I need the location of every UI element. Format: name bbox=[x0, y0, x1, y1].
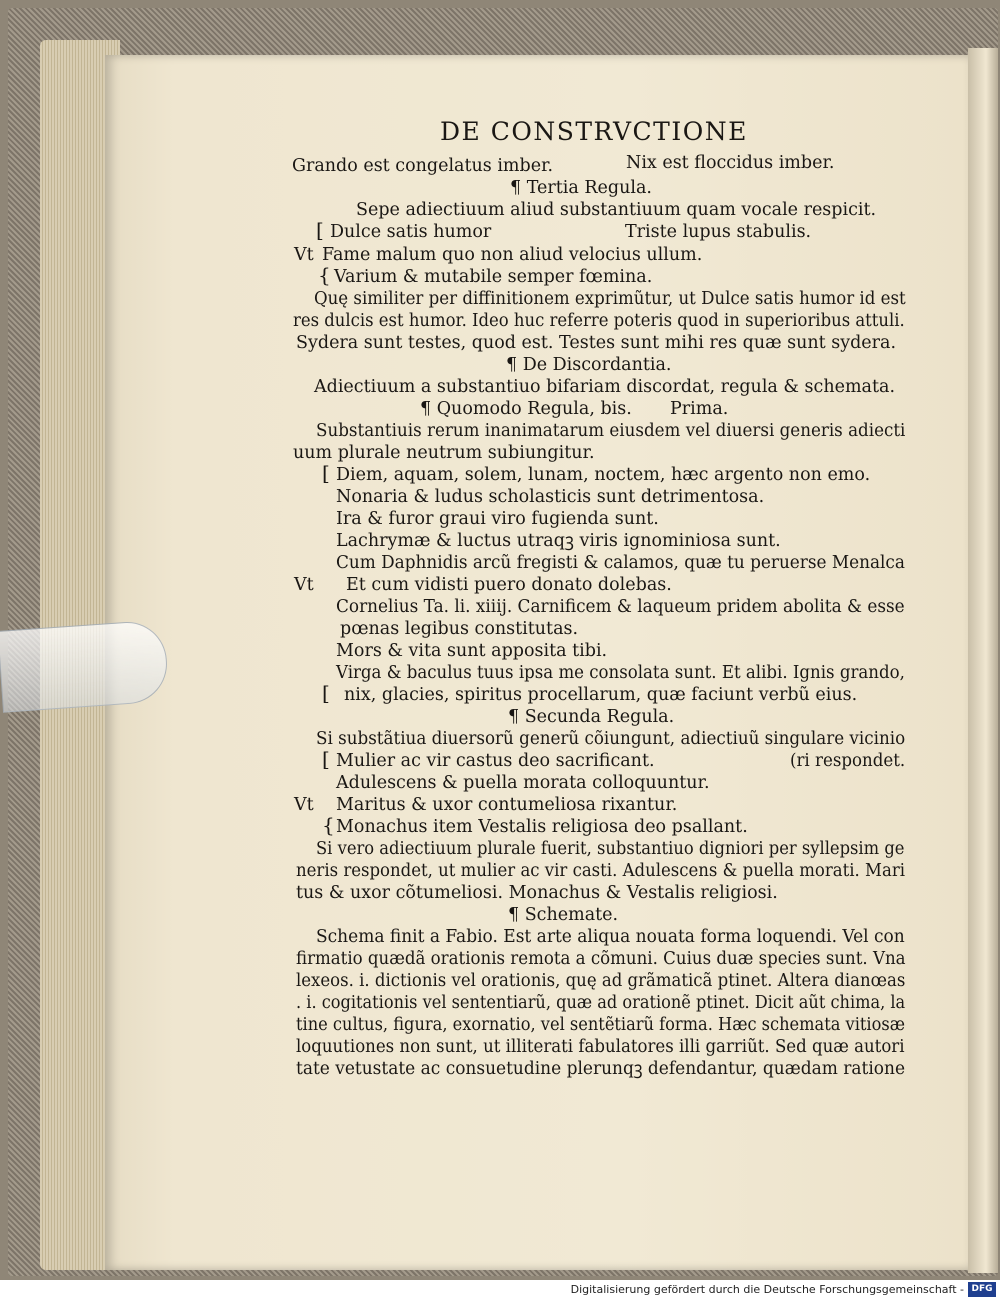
footer-credit: Digitalisierung gefördert durch die Deutsche Forschungsgemeinschaft - bbox=[570, 1283, 964, 1296]
text-line: Mulier ac vir castus deo sacrificant. bbox=[336, 751, 655, 771]
text-line: Prima. bbox=[670, 399, 729, 419]
text-line: loquutiones non sunt, ut illiterati fabulatores illi garriũt. Sed quæ autori bbox=[296, 1037, 905, 1057]
text-line: res dulcis est humor. Ideo huc referre poteris quod in superioribus attuli. bbox=[293, 311, 905, 331]
text-line: Diem, aquam, solem, lunam, noctem, hæc argento non emo. bbox=[336, 465, 871, 485]
bracket-glyph: { bbox=[322, 813, 335, 837]
text-line: Monachus item Vestalis religiosa deo psallant. bbox=[336, 817, 748, 837]
text-line: Virga & baculus tuus ipsa me consolata sunt. Et alibi. Ignis grando, bbox=[336, 663, 905, 683]
dfg-logo: DFG bbox=[968, 1282, 996, 1297]
text-line: Schema finit a Fabio. Est arte aliqua nouata forma loquendi. Vel con bbox=[316, 927, 905, 947]
text-line: . i. cogitationis vel sententiarũ, quæ ad orationẽ ptinet. Dicit aũt chima, la bbox=[296, 993, 906, 1013]
text-line: tus & uxor cõtumeliosi. Monachus & Vestalis religiosi. bbox=[296, 883, 778, 903]
text-line: Dulce satis humor bbox=[330, 222, 492, 242]
vt-marker: Vt bbox=[294, 795, 314, 815]
bracket-glyph: [ bbox=[316, 218, 324, 242]
vt-marker: Vt bbox=[294, 245, 314, 265]
text-line: neris respondet, ut mulier ac vir casti. Adulescens & puella morati. Mari bbox=[296, 861, 905, 881]
text-line: Maritus & uxor contumeliosa rixantur. bbox=[336, 795, 678, 815]
section-heading: ¶ Schemate. bbox=[508, 905, 619, 925]
text-line: tine cultus, figura, exornatio, vel sentẽtiarũ forma. Hæc schemata vitiosæ bbox=[296, 1015, 905, 1035]
text-line: pœnas legibus constitutas. bbox=[340, 619, 579, 639]
text-line: Lachrymæ & luctus utraqꝫ viris ignominiosa sunt. bbox=[336, 531, 781, 551]
text-line: uum plurale neutrum subiungitur. bbox=[293, 443, 595, 463]
text-line: Nix est floccidus imber. bbox=[626, 153, 835, 173]
text-line: Et cum vidisti puero donato dolebas. bbox=[346, 575, 672, 595]
bracket-glyph: { bbox=[318, 263, 331, 287]
text-line: Varium & mutabile semper fœmina. bbox=[334, 267, 653, 287]
page-header: DE CONSTRVCTIONE bbox=[440, 117, 748, 146]
text-line: Triste lupus stabulis. bbox=[625, 222, 812, 242]
text-line: tate vetustate ac consuetudine plerunqꝫ defendantur, quædam ratione bbox=[296, 1059, 905, 1079]
text-line: Adiectiuum a substantiuo bifariam discordat, regula & schemata. bbox=[314, 377, 896, 397]
text-line: Fame malum quo non aliud velocius ullum. bbox=[322, 245, 703, 265]
text-line: Si substãtiua diuersorũ generũ cõiungunt, adiectiuũ singulare vicinio bbox=[316, 729, 906, 749]
text-line: Grando est congelatus imber. bbox=[292, 156, 554, 176]
text-line: (ri respondet. bbox=[790, 751, 906, 771]
vt-marker: Vt bbox=[294, 575, 314, 595]
section-heading: ¶ Tertia Regula. bbox=[510, 178, 652, 198]
bracket-glyph: [ bbox=[322, 747, 330, 771]
text-line: Si vero adiectiuum plurale fuerit, substantiuo digniori per syllepsim ge bbox=[316, 839, 905, 859]
text-line: Ira & furor graui viro fugienda sunt. bbox=[336, 509, 659, 529]
text-line: Quę similiter per diffinitionem exprimũtur, ut Dulce satis humor id est bbox=[314, 289, 906, 309]
text-line: Cum Daphnidis arcũ fregisti & calamos, quæ tu peruerse Menalca bbox=[336, 553, 905, 573]
text-line: Sepe adiectiuum aliud substantiuum quam vocale respicit. bbox=[356, 200, 877, 220]
text-line: Substantiuis rerum inanimatarum eiusdem vel diuersi generis adiecti bbox=[316, 421, 906, 441]
section-heading: ¶ De Discordantia. bbox=[506, 355, 672, 375]
text-line: lexeos. i. dictionis vel orationis, quę ad grãmaticã ptinet. Altera dianœas bbox=[296, 971, 906, 991]
bracket-glyph: [ bbox=[322, 681, 330, 705]
text-line: Sydera sunt testes, quod est. Testes sunt mihi res quæ sunt sydera. bbox=[296, 333, 897, 353]
text-line: Adulescens & puella morata colloquuntur. bbox=[336, 773, 710, 793]
text-line: Nonaria & ludus scholasticis sunt detrimentosa. bbox=[336, 487, 765, 507]
text-line: firmatio quædã orationis remota a cõmuni. Cuius duæ species sunt. Vna bbox=[296, 949, 906, 969]
text-line: Mors & vita sunt apposita tibi. bbox=[336, 641, 608, 661]
digitization-footer bbox=[0, 1280, 1000, 1301]
text-line: nix, glacies, spiritus procellarum, quæ faciunt verbũ eius. bbox=[344, 685, 858, 705]
section-heading: ¶ Secunda Regula. bbox=[508, 707, 675, 727]
text-line: Cornelius Ta. li. xiiij. Carnificem & laqueum pridem abolita & esse bbox=[336, 597, 905, 617]
bracket-glyph: [ bbox=[322, 461, 330, 485]
section-heading: ¶ Quomodo Regula, bis. bbox=[420, 399, 632, 419]
